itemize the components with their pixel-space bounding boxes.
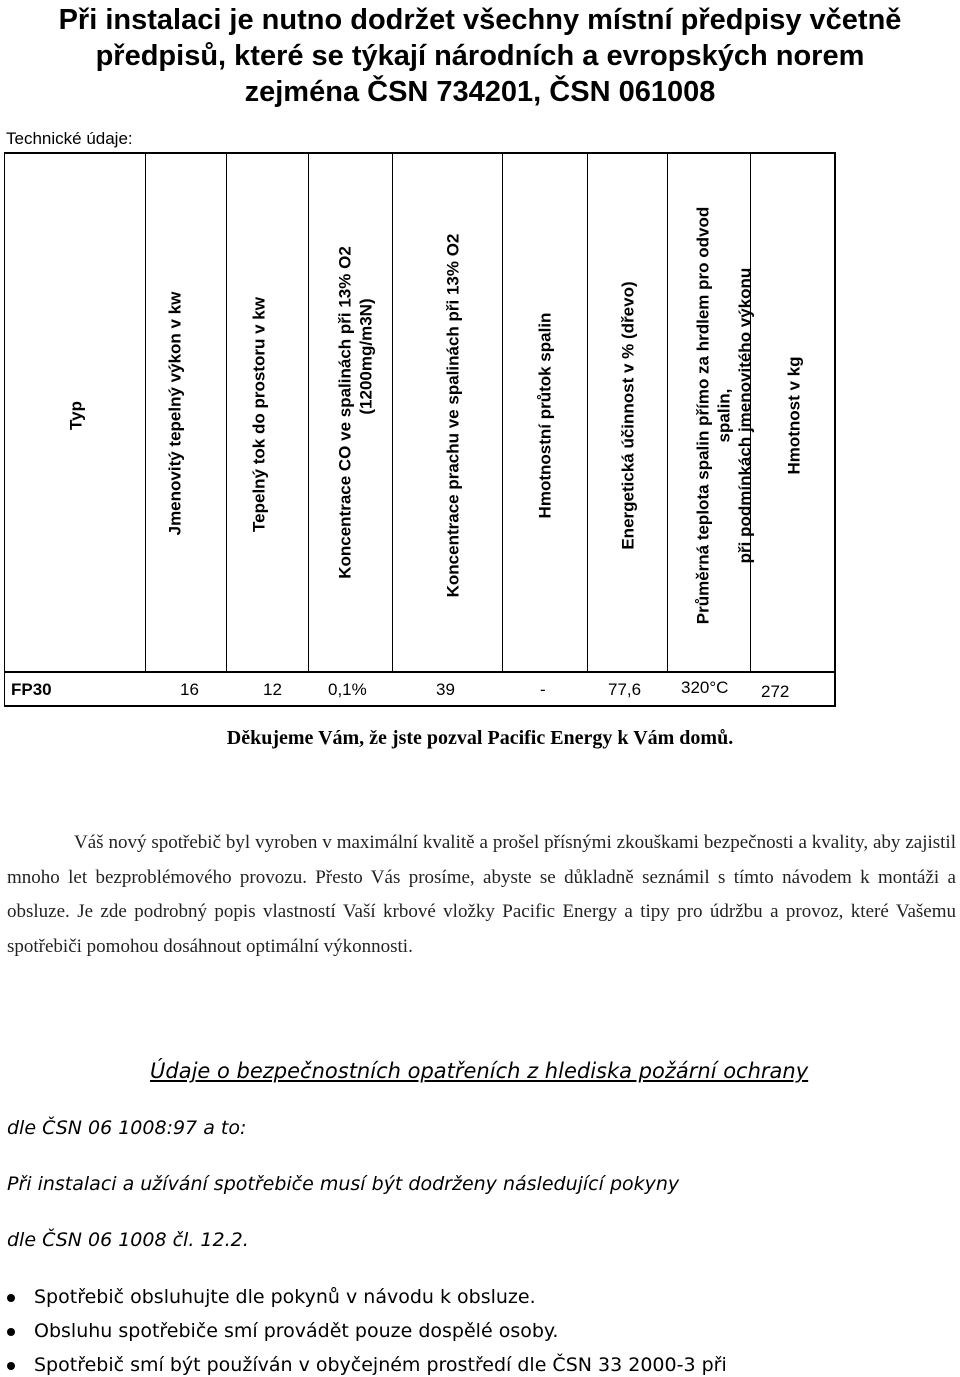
thank-you-line: Děkujeme Vám, že jste pozval Pacific Energy k Vám domů.	[226, 727, 734, 749]
table-col-divider	[145, 152, 146, 672]
cell-heat-flow: 12	[263, 680, 282, 699]
table-border-bottom	[4, 705, 836, 707]
table-border-top	[4, 152, 836, 154]
cell-efficiency: 77,6	[608, 680, 642, 699]
heading-line-3: zejména ČSN 734201, ČSN 061008	[244, 76, 716, 108]
cell-dust: 39	[436, 680, 455, 699]
cell-co: 0,1%	[328, 680, 367, 699]
table-col-divider	[308, 152, 309, 672]
bullet-icon	[7, 1294, 15, 1302]
header-heat-flow: Tepelný tok do prostoru v kw	[249, 297, 269, 532]
header-typ: Typ	[66, 401, 86, 430]
table-col-divider	[226, 152, 227, 672]
cell-type: FP30	[11, 680, 52, 699]
table-border-right	[834, 152, 836, 706]
table-col-divider	[667, 152, 668, 672]
instruction-line: Při instalaci a užívání spotřebiče musí být dodrženy následující pokyny	[7, 1173, 680, 1195]
list-item-text: Spotřebič obsluhujte dle pokynů v návodu k obsluze.	[34, 1286, 536, 1308]
heading-line-2: předpisů, které se týkají národních a evropských norem	[95, 40, 865, 72]
header-flue-temperature-3: při podmínkách jmenovitého výkonu	[735, 267, 755, 564]
header-efficiency: Energetická účinnost v % (dřevo)	[618, 281, 638, 550]
header-flue-temperature: Průměrná teplota spalin přímo za hrdlem pro odvod	[693, 206, 713, 625]
header-co-concentration-unit: (1200mg/m3N)	[356, 298, 376, 415]
norm-reference: dle ČSN 06 1008:97 a to:	[7, 1117, 247, 1139]
header-co-concentration: Koncentrace CO ve spalinách při 13% O2	[335, 246, 355, 579]
header-flue-temperature-2: spalin,	[714, 388, 734, 443]
bullet-icon	[7, 1328, 15, 1336]
table-col-divider	[502, 152, 503, 672]
table-header-divider	[4, 671, 836, 673]
bullet-icon	[7, 1362, 15, 1370]
cell-weight: 272	[761, 682, 790, 701]
clause-reference: dle ČSN 06 1008 čl. 12.2.	[7, 1229, 249, 1251]
cell-rated-output: 16	[180, 680, 199, 699]
safety-section-title: Údaje o bezpečnostních opatřeních z hlediska požární ochrany	[150, 1059, 809, 1083]
header-dust-concentration: Koncentrace prachu ve spalinách při 13% O2	[443, 233, 463, 598]
table-col-divider	[392, 152, 393, 672]
header-weight: Hmotnost v kg	[784, 356, 804, 475]
cell-flue-temperature: 320°C	[681, 678, 729, 697]
list-item-text: Obsluhu spotřebiče smí provádět pouze dospělé osoby.	[34, 1320, 559, 1342]
technical-data-label: Technické údaje:	[6, 129, 133, 148]
cell-mass-flow: -	[540, 680, 546, 699]
page-heading	[0, 2, 960, 110]
intro-paragraph: Váš nový spotřebič byl vyroben v maximální kvalitě a prošel přísnými zkouškami bezpečnosti a kvality, aby zajistil mnoho let bezproblémového provozu. Přesto Vás prosíme, abyste se důkladně seznámil s tímto návodem k montáži a obsluze. Je zde podrobný popis vlastností Vaší krbové vložky Pacific Energy a tipy pro údržbu a provoz, které Vašemu spotřebiči pomohou dosáhnout optimální výkonnosti.	[7, 832, 956, 957]
header-rated-output: Jmenovitý tepelný výkon v kw	[165, 291, 185, 536]
heading-line-1: Při instalaci je nutno dodržet všechny místní předpisy včetně	[58, 4, 902, 36]
table-col-divider	[587, 152, 588, 672]
header-mass-flow: Hmotnostní průtok spalin	[535, 312, 555, 519]
table-border-left	[4, 152, 5, 706]
list-item-text: Spotřebič smí být používán v obyčejném prostředí dle ČSN 33 2000-3 při	[34, 1354, 727, 1376]
